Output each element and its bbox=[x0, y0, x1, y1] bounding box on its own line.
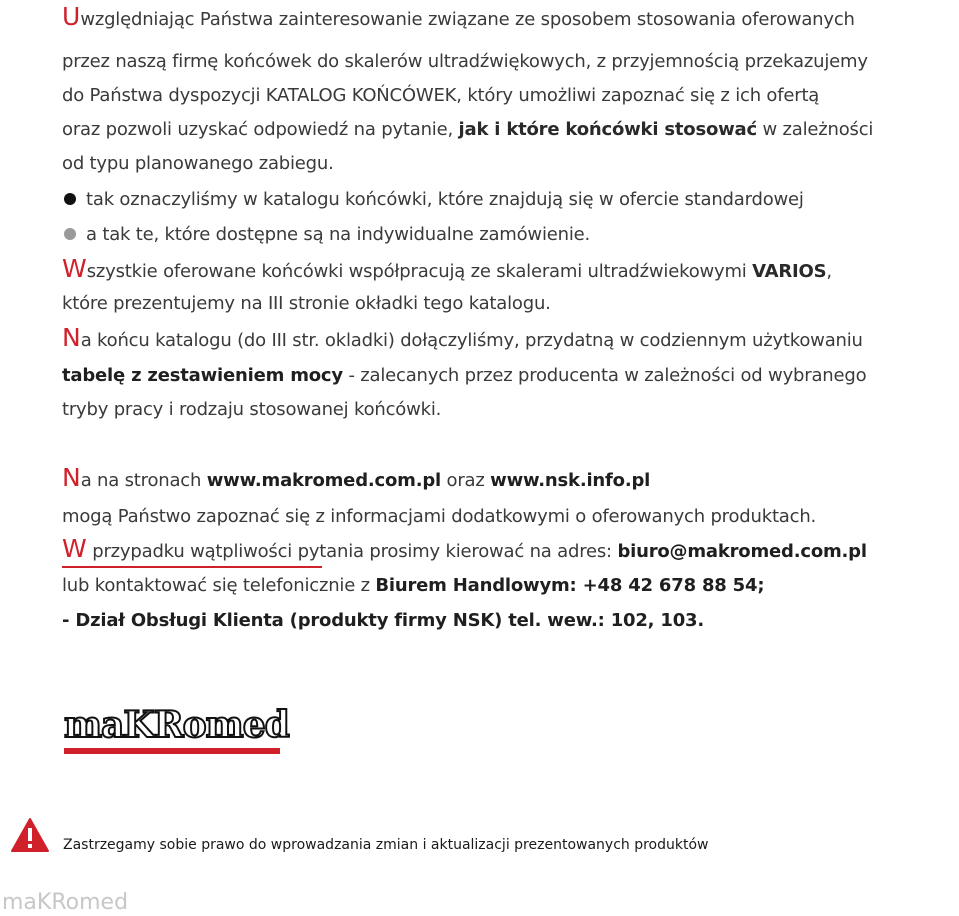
table-line-3: tryby pracy i rodzaju stosowanej końcówki. bbox=[62, 399, 442, 420]
intro-line-5: od typu planowanego zabiegu. bbox=[62, 153, 334, 174]
varios-line-1: Wszystkie oferowane końcówki współpracują ze skalerami ultradźwiekowymi VARIOS, bbox=[62, 254, 832, 283]
web-line: Na na stronach www.makromed.com.pl oraz www.nsk.info.pl bbox=[62, 463, 651, 492]
grey-dot-icon bbox=[64, 228, 76, 240]
phone-number[interactable]: Biurem Handlowym: +48 42 678 88 54; bbox=[375, 575, 765, 596]
drop-cap: W bbox=[62, 534, 87, 563]
intro-line-1: Uwzględniając Państwa zainteresowanie związane ze sposobem stosowania oferowanych bbox=[62, 2, 855, 31]
info-line: mogą Państwo zapoznać się z informacjami dodatkowymi o oferowanych produktach. bbox=[62, 506, 817, 527]
disclaimer-text: Zastrzegamy sobie prawo do wprowadzania zmian i aktualizacji prezentowanych produktów bbox=[63, 837, 709, 853]
warning-triangle-icon bbox=[10, 817, 50, 853]
drop-cap: N bbox=[62, 463, 81, 492]
contact-email-line: W przypadku wątpliwości pytania prosimy kierować na adres: biuro@makromed.com.pl bbox=[62, 534, 867, 563]
nsk-department-line: - Dział Obsługi Klienta (produkty firmy NSK) tel. wew.: 102, 103. bbox=[62, 610, 704, 631]
varios-line-2: które prezentujemy na III stronie okładki tego katalogu. bbox=[62, 293, 551, 314]
drop-cap: N bbox=[62, 323, 81, 352]
intro-line-2: przez naszą firmę końcówek do skalerów ultradźwiękowych, z przyjemnością przekazujemy bbox=[62, 51, 868, 72]
logo-text: maKRomed bbox=[64, 704, 289, 746]
website-link-nsk[interactable]: www.nsk.info.pl bbox=[490, 470, 651, 491]
intro-line-3: do Państwa dyspozycji KATALOG KOŃCÓWEK, który umożliwi zapoznać się z ich ofertą bbox=[62, 85, 820, 106]
legend-custom: a tak te, które dostępne są na indywidualne zamówienie. bbox=[62, 223, 590, 247]
red-underline bbox=[62, 566, 322, 568]
makromed-logo bbox=[64, 700, 289, 758]
drop-cap: U bbox=[62, 2, 81, 31]
table-line-2: tabelę z zestawieniem mocy - zalecanych przez producenta w zależności od wybranego bbox=[62, 365, 867, 386]
drop-cap: W bbox=[62, 254, 87, 283]
phone-line: lub kontaktować się telefonicznie z Biurem Handlowym: +48 42 678 88 54; bbox=[62, 575, 765, 596]
emphasis-text: tabelę z zestawieniem mocy bbox=[62, 365, 343, 386]
table-line-1: Na końcu katalogu (do III str. okladki) dołączyliśmy, przydatną w codziennym użytkowaniu bbox=[62, 323, 863, 352]
intro-line-4: oraz pozwoli uzyskać odpowiedź na pytanie, jak i które końcówki stosować w zależności bbox=[62, 119, 874, 140]
black-dot-icon bbox=[64, 193, 76, 205]
footer-brand: maKRomed bbox=[2, 890, 129, 915]
legend-standard: tak oznaczyliśmy w katalogu końcówki, które znajdują się w ofercie standardowej bbox=[62, 188, 804, 212]
logo-red-bar bbox=[64, 748, 280, 754]
emphasis-text: jak i które końcówki stosować bbox=[458, 119, 757, 140]
email-link[interactable]: biuro@makromed.com.pl bbox=[617, 541, 867, 562]
website-link-makromed[interactable]: www.makromed.com.pl bbox=[206, 470, 441, 491]
